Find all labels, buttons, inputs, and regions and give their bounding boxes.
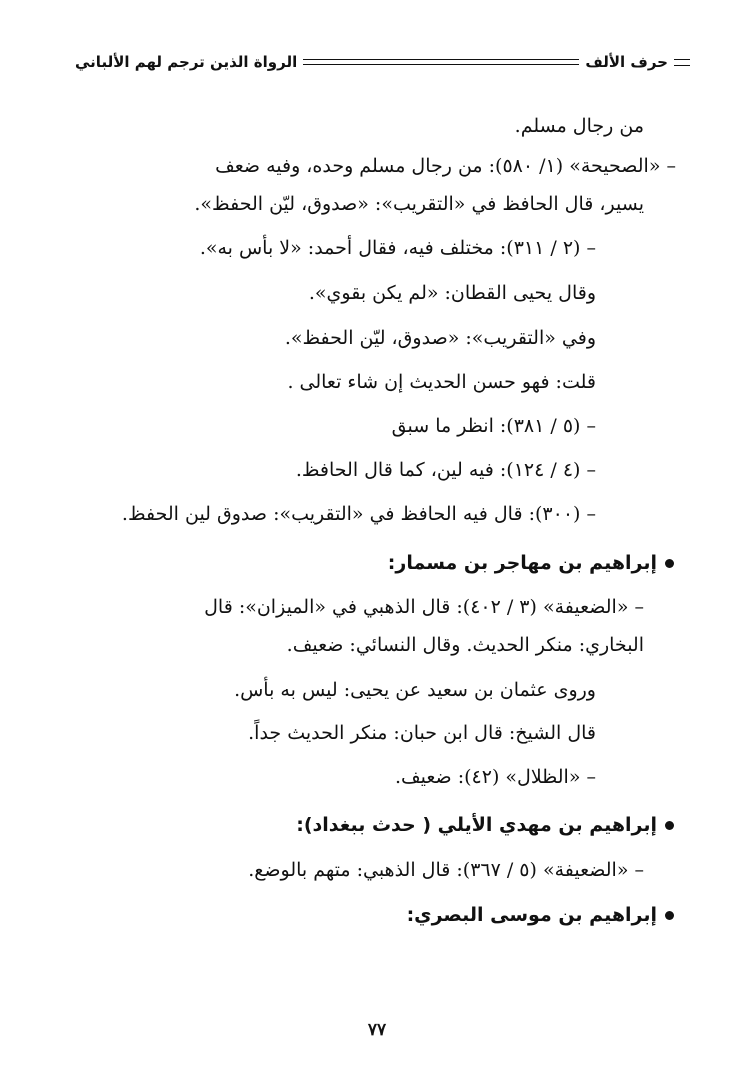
text-line: – «الصحيحة» (١/ ٥٨٠): من رجال مسلم وحده، وفيه ضعف (215, 155, 676, 177)
header-double-dash (674, 59, 690, 66)
entry-heading-text: إبراهيم بن مهاجر بن مسمار: (387, 552, 657, 574)
entry-heading (296, 816, 674, 835)
header-book-title: الرواة الذين ترجم لهم الألباني (75, 53, 298, 71)
text-line: قال الشيخ: قال ابن حبان: منكر الحديث جداً. (248, 722, 596, 744)
header-rule (303, 59, 579, 65)
entry-heading-text: إبراهيم بن موسى البصري: (406, 904, 657, 926)
text-line: يسير، قال الحافظ في «التقريب»: «صدوق، ليّن الحفظ». (194, 193, 644, 215)
entry-heading (388, 554, 674, 573)
bullet-icon (665, 911, 674, 920)
text-line: وروى عثمان بن سعيد عن يحيى: ليس به بأس. (234, 679, 596, 701)
text-line: البخاري: منكر الحديث. وقال النسائي: ضعيف. (286, 634, 644, 656)
bullet-icon (665, 821, 674, 830)
entry-heading (407, 906, 674, 925)
text-line: وقال يحيى القطان: «لم يكن بقوي». (308, 282, 596, 304)
text-line: – (٣٠٠): قال فيه الحافظ في «التقريب»: صدوق لين الحفظ. (121, 503, 596, 525)
text-line: من رجال مسلم. (514, 115, 644, 137)
text-line: – (٤ / ١٢٤): فيه لين، كما قال الحافظ. (295, 459, 596, 481)
bullet-icon (665, 559, 674, 568)
entry-heading-text: إبراهيم بن مهدي الأيلي ( حدث ببغداد): (296, 814, 657, 836)
text-line: – «الضعيفة» (٣ / ٤٠٢): قال الذهبي في «الميزان»: قال (204, 596, 644, 618)
text-line: وفي «التقريب»: «صدوق، ليّن الحفظ». (284, 327, 596, 349)
page-number: ٧٧ (367, 1020, 387, 1040)
text-line: – (٥ / ٣٨١): انظر ما سبق (391, 415, 596, 437)
text-line: – «الضعيفة» (٥ / ٣٦٧): قال الذهبي: متهم بالوضع. (248, 859, 644, 881)
text-line: – «الظلال» (٤٢): ضعيف. (394, 766, 596, 788)
text-line: – (٢ / ٣١١): مختلف فيه، فقال أحمد: «لا بأس به». (199, 237, 596, 259)
header-chapter: حرف الألف (585, 53, 668, 71)
text-line: قلت: فهو حسن الحديث إن شاء تعالى . (287, 371, 596, 393)
running-header (75, 50, 690, 74)
